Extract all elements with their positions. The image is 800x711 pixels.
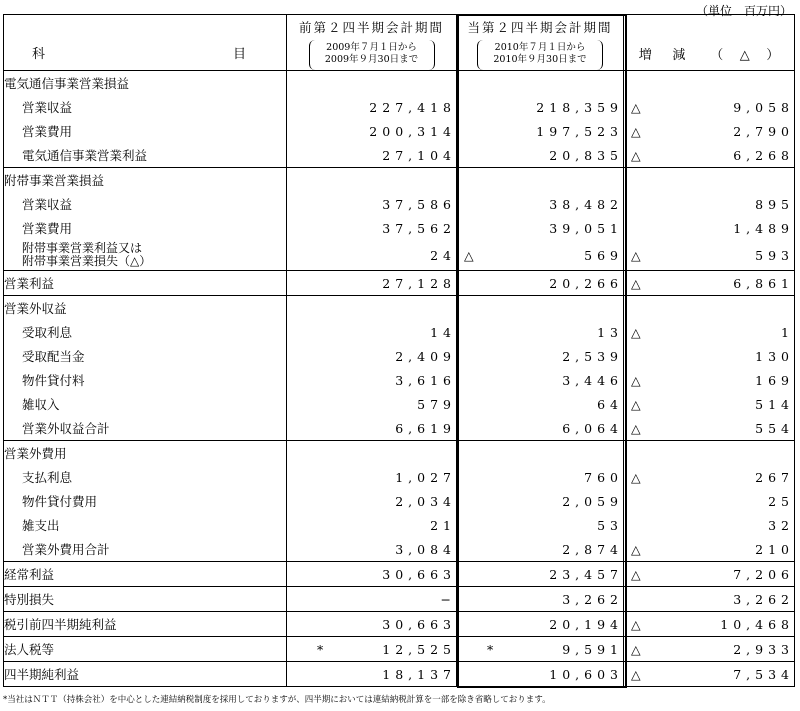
curr-value: 23,457: [457, 562, 624, 587]
table-row: [4, 320, 795, 344]
prev-value: 30,663: [287, 612, 457, 637]
table-row: [4, 271, 795, 296]
prev-amount: 12,525: [382, 641, 456, 657]
prev-period-header: [287, 15, 457, 71]
table-row: [4, 416, 795, 441]
row-label: 特別損失: [4, 587, 287, 612]
curr-period-title: 当第２四半期会計期間: [467, 20, 613, 35]
curr-value: 218,359: [457, 95, 624, 119]
table-row: [4, 587, 795, 612]
curr-period-header: [457, 15, 624, 71]
prev-value: 14: [287, 320, 457, 344]
row-label: 経常利益: [4, 562, 287, 587]
asterisk-marker: *: [317, 641, 324, 657]
change-amount: 514: [755, 396, 794, 412]
change-amount: 7,206: [733, 566, 794, 582]
table-row: [4, 192, 795, 216]
curr-value: 20,194: [457, 612, 624, 637]
table-row: [4, 95, 795, 119]
change-amount: 2,790: [733, 123, 794, 139]
change-value: [624, 465, 795, 489]
change-amount: 9,058: [733, 99, 794, 115]
change-value: 130: [624, 344, 795, 368]
change-amount: 10,468: [720, 616, 794, 632]
row-label: 営業費用: [4, 119, 287, 143]
row-label: 営業外費用合計: [4, 537, 287, 562]
change-header-char: △: [739, 48, 750, 63]
prev-value: 227,418: [287, 95, 457, 119]
negative-marker: △: [631, 123, 641, 139]
prev-period-title: 前第２四半期会計期間: [298, 20, 444, 35]
curr-value: 13: [457, 320, 624, 344]
negative-marker: △: [631, 420, 641, 436]
row-label: 物件貸付費用: [4, 489, 287, 513]
row-label: 電気通信事業営業利益: [4, 143, 287, 168]
negative-marker: △: [631, 566, 641, 582]
curr-value: [457, 296, 624, 321]
change-amount: 210: [755, 541, 794, 557]
change-value: 1,489: [624, 216, 795, 240]
change-value: [624, 240, 795, 271]
curr-value: [457, 637, 624, 662]
row-label: 営業収益: [4, 95, 287, 119]
negative-marker: △: [631, 469, 641, 485]
change-value: [624, 296, 795, 321]
table-row: [4, 143, 795, 168]
prev-value: −: [287, 587, 457, 612]
curr-period-range: [477, 40, 603, 70]
change-header-char: 増: [638, 48, 652, 63]
change-header-char: 減: [672, 48, 686, 63]
change-value: [624, 119, 795, 143]
prev-range-to: 2009年９月30日まで: [324, 54, 419, 65]
table-row: [4, 537, 795, 562]
curr-value: 2,059: [457, 489, 624, 513]
curr-value: 38,482: [457, 192, 624, 216]
change-value: [624, 95, 795, 119]
table-row: [4, 368, 795, 392]
curr-value: 20,835: [457, 143, 624, 168]
table-row: [4, 612, 795, 637]
prev-value: [287, 637, 457, 662]
row-label-line: 附帯事業営業損失（△）: [22, 254, 152, 268]
subject-header-right: 目: [232, 47, 246, 62]
curr-value: 6,064: [457, 416, 624, 441]
prev-value: 21: [287, 513, 457, 537]
prev-value: 30,663: [287, 562, 457, 587]
subject-header-left: 科: [32, 47, 46, 62]
table-row: [4, 562, 795, 587]
change-header-char: ）: [766, 48, 780, 63]
table-row: [4, 216, 795, 240]
row-label: 営業外費用: [4, 441, 287, 466]
negative-marker: △: [631, 541, 641, 557]
curr-amount: 569: [584, 247, 623, 263]
table-row: [4, 392, 795, 416]
unit-label: （単位 百万円）: [695, 4, 792, 18]
table-row: [4, 240, 795, 271]
change-value: [624, 662, 795, 687]
prev-value: 37,562: [287, 216, 457, 240]
prev-value: 27,128: [287, 271, 457, 296]
table-row: [4, 513, 795, 537]
prev-value: 1,027: [287, 465, 457, 489]
change-value: 895: [624, 192, 795, 216]
row-label: 法人税等: [4, 637, 287, 662]
change-amount: 593: [755, 247, 794, 263]
footnote: *当社はＮＴＴ（持株会社）を中心とした連結納税制度を採用しておりますが、四半期においては連結納税計算を一部を除き省略しております。: [3, 695, 551, 705]
change-amount: 554: [755, 420, 794, 436]
prev-value: 200,314: [287, 119, 457, 143]
negative-marker: △: [631, 324, 641, 340]
table-row: [4, 344, 795, 368]
negative-marker: △: [631, 275, 641, 291]
change-value: 32: [624, 513, 795, 537]
negative-marker: △: [631, 372, 641, 388]
change-value: [624, 320, 795, 344]
change-amount: 2,933: [733, 641, 794, 657]
row-label: 税引前四半期純利益: [4, 612, 287, 637]
row-label-line: 附帯事業営業利益又は: [22, 241, 143, 255]
income-statement-table: [3, 14, 795, 687]
prev-value: [287, 441, 457, 466]
prev-value: 6,619: [287, 416, 457, 441]
change-amount: 267: [755, 469, 794, 485]
table-row: [4, 71, 795, 96]
row-label: 附帯事業営業損益: [4, 168, 287, 193]
curr-value: [457, 71, 624, 96]
prev-value: 2,034: [287, 489, 457, 513]
row-label: 物件貸付料: [4, 368, 287, 392]
change-value: [624, 537, 795, 562]
negative-marker: △: [464, 247, 474, 263]
prev-period-range: [309, 40, 435, 70]
change-value: [624, 416, 795, 441]
prev-value: [287, 168, 457, 193]
prev-value: [287, 71, 457, 96]
curr-range-from: 2010年７月１日から: [494, 42, 586, 53]
curr-range-to: 2010年９月30日まで: [493, 54, 587, 65]
change-amount: 6,861: [733, 275, 794, 291]
row-label: 支払利息: [4, 465, 287, 489]
row-label: 雑収入: [4, 392, 287, 416]
negative-marker: △: [631, 666, 641, 682]
row-label: 営業外収益合計: [4, 416, 287, 441]
change-amount: 6,268: [733, 147, 794, 163]
curr-value: 10,603: [457, 662, 624, 687]
change-header-char: （: [710, 48, 724, 63]
prev-value: 3,084: [287, 537, 457, 562]
row-label: 営業費用: [4, 216, 287, 240]
prev-range-from: 2009年７月１日から: [326, 42, 417, 53]
curr-value: 760: [457, 465, 624, 489]
curr-value: 197,523: [457, 119, 624, 143]
prev-value: 18,137: [287, 662, 457, 687]
prev-value: 24: [287, 240, 457, 271]
table-row: [4, 168, 795, 193]
prev-value: 37,586: [287, 192, 457, 216]
negative-marker: △: [631, 641, 641, 657]
row-label: 電気通信事業営業損益: [4, 71, 287, 96]
prev-value: 27,104: [287, 143, 457, 168]
subject-header: [4, 15, 287, 71]
row-label: 受取配当金: [4, 344, 287, 368]
change-value: [624, 612, 795, 637]
row-label: [4, 240, 287, 271]
change-value: [624, 392, 795, 416]
change-value: [624, 368, 795, 392]
prev-value: 2,409: [287, 344, 457, 368]
change-value: [624, 168, 795, 193]
table-row: [4, 489, 795, 513]
asterisk-marker: *: [487, 641, 494, 657]
curr-value: 2,874: [457, 537, 624, 562]
curr-amount: 9,591: [562, 641, 623, 657]
negative-marker: △: [631, 99, 641, 115]
change-value: 25: [624, 489, 795, 513]
curr-value: 3,262: [457, 587, 624, 612]
curr-value: 2,539: [457, 344, 624, 368]
row-label: 雑支出: [4, 513, 287, 537]
negative-marker: △: [631, 147, 641, 163]
prev-value: 579: [287, 392, 457, 416]
table-row: [4, 296, 795, 321]
curr-value: [457, 240, 624, 271]
curr-value: 53: [457, 513, 624, 537]
table-row: [4, 119, 795, 143]
change-value: [624, 143, 795, 168]
negative-marker: △: [631, 247, 641, 263]
curr-value: [457, 441, 624, 466]
curr-value: [457, 168, 624, 193]
change-value: [624, 562, 795, 587]
curr-value: 20,266: [457, 271, 624, 296]
row-label: 営業収益: [4, 192, 287, 216]
curr-value: 64: [457, 392, 624, 416]
curr-value: 39,051: [457, 216, 624, 240]
negative-marker: △: [631, 616, 641, 632]
change-amount: 7,534: [733, 666, 794, 682]
table-row: [4, 662, 795, 687]
row-label: 四半期純利益: [4, 662, 287, 687]
change-value: [624, 441, 795, 466]
prev-value: 3,616: [287, 368, 457, 392]
curr-value: 3,446: [457, 368, 624, 392]
change-value: [624, 637, 795, 662]
negative-marker: △: [631, 396, 641, 412]
change-value: [624, 271, 795, 296]
change-value: 3,262: [624, 587, 795, 612]
table-row: [4, 465, 795, 489]
table-row: [4, 441, 795, 466]
row-label: 営業利益: [4, 271, 287, 296]
change-amount: 1: [781, 324, 794, 340]
table-row: [4, 637, 795, 662]
row-label: 受取利息: [4, 320, 287, 344]
row-label: 営業外収益: [4, 296, 287, 321]
change-value: [624, 71, 795, 96]
change-header: [624, 15, 795, 71]
change-amount: 169: [755, 372, 794, 388]
prev-value: [287, 296, 457, 321]
